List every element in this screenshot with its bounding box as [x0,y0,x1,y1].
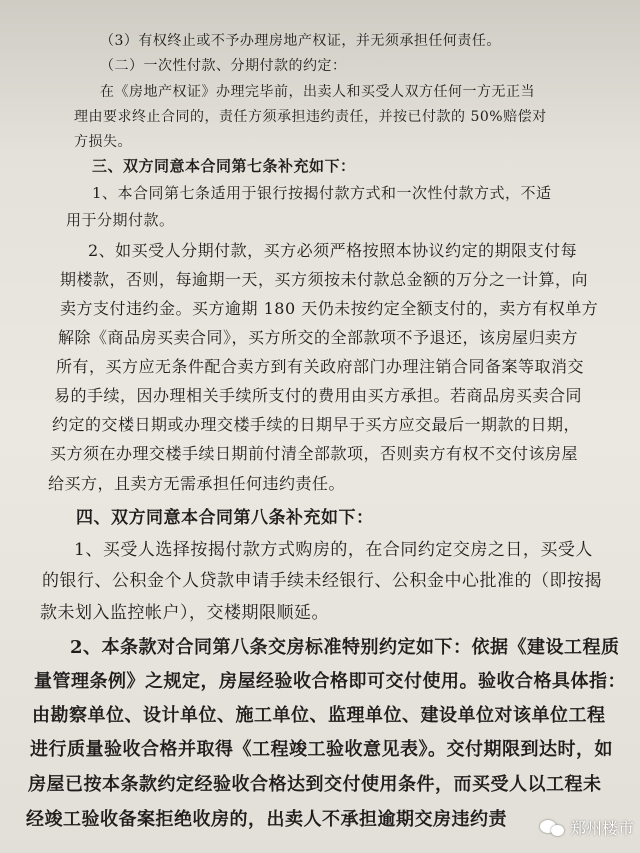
doc-line-27: 经竣工验收备案拒绝收房的，出卖人不承担逾期交房违约责 [26,809,507,830]
doc-line-12: 解除《商品房买卖合同》，买方所交的全部款项不予退还，该房屋归卖方 [58,328,579,347]
doc-line-16: 买方须在办理交楼手续日期前付清全部款项，否则卖方有权不交付该房屋 [50,444,579,463]
doc-line-9: 2、如买受人分期付款，买方必须严格按照本协议约定的期限支付每 [88,241,578,260]
doc-line-17: 给买方，且卖方无需承担任何违约责任。 [48,474,346,493]
doc-line-23: 量管理条例》之规定，房屋经验收合格即可交付使用。验收合格具体指： [34,671,626,692]
doc-line-24: 由勘察单位、设计单位、施工单位、监理单位、建设单位对该单位工程 [32,705,606,726]
section-three-heading: 三、双方同意本合同第七条补充如下： [92,157,356,175]
doc-line-5: 方损失。 [74,134,132,150]
doc-line-1: （3）有权终止或不予办理房地产权证，并无须承担任何责任。 [100,33,501,49]
watermark [540,816,634,839]
doc-line-13: 所有，买方应无条件配合卖方到有关政府部门办理注销合同备案等取消交 [56,357,585,376]
doc-line-22: 2、本条款对合同第八条交房标准特别约定如下：依据《建设工程质 [70,637,620,658]
doc-line-25: 进行质量验收合格并取得《工程竣工验收意见表》。交付期限到达时，如 [30,739,613,760]
doc-line-8: 用于分期付款。 [66,211,175,229]
section-four-heading: 四、双方同意本合同第八条补充如下： [76,508,374,528]
doc-line-4: 理由要求终止合同的，责任方须承担违约责任，并按已付款的 50%赔偿对 [74,109,547,125]
doc-line-10: 期楼款，否则，每逾期一天，买方须按未付款总金额的万分之一计算，向 [60,270,589,289]
doc-line-19: 1、买受人选择按揭付款方式购房的，在合同约定交房之日，买受人 [74,540,593,560]
wechat-icon [540,818,566,838]
doc-line-21: 款未划入监控帐户），交楼期限顺延。 [40,603,329,623]
doc-line-3: 在《房地产权证》办理完毕前，出卖人和买受人双方任何一方无正当 [100,84,535,100]
watermark-text: 郑州楼市 [569,819,634,838]
doc-line-2: （二）一次性付款、分期付款的约定： [100,58,347,74]
doc-line-26: 房屋已按本条款约定经验收合格达到交付使用条件，而买受人以工程未 [28,774,602,795]
doc-line-11: 卖方支付违约金。买方逾期 180 天仍未按约定全额支付的，卖方有权单方 [60,299,599,318]
doc-line-20: 的银行、公积金个人贷款申请手续未经银行、公积金中心批准的（即按揭 [42,571,602,591]
doc-line-15: 约定的交楼日期或办理交楼手续的日期早于买方应交最后一期款的日期， [52,415,581,434]
doc-line-14: 易的手续，因办理相关手续所支付的费用由买方承担。若商品房买卖合同 [54,386,583,405]
doc-line-7: 1、本合同第七条适用于银行按揭付款方式和一次性付款方式，不适 [92,184,552,202]
